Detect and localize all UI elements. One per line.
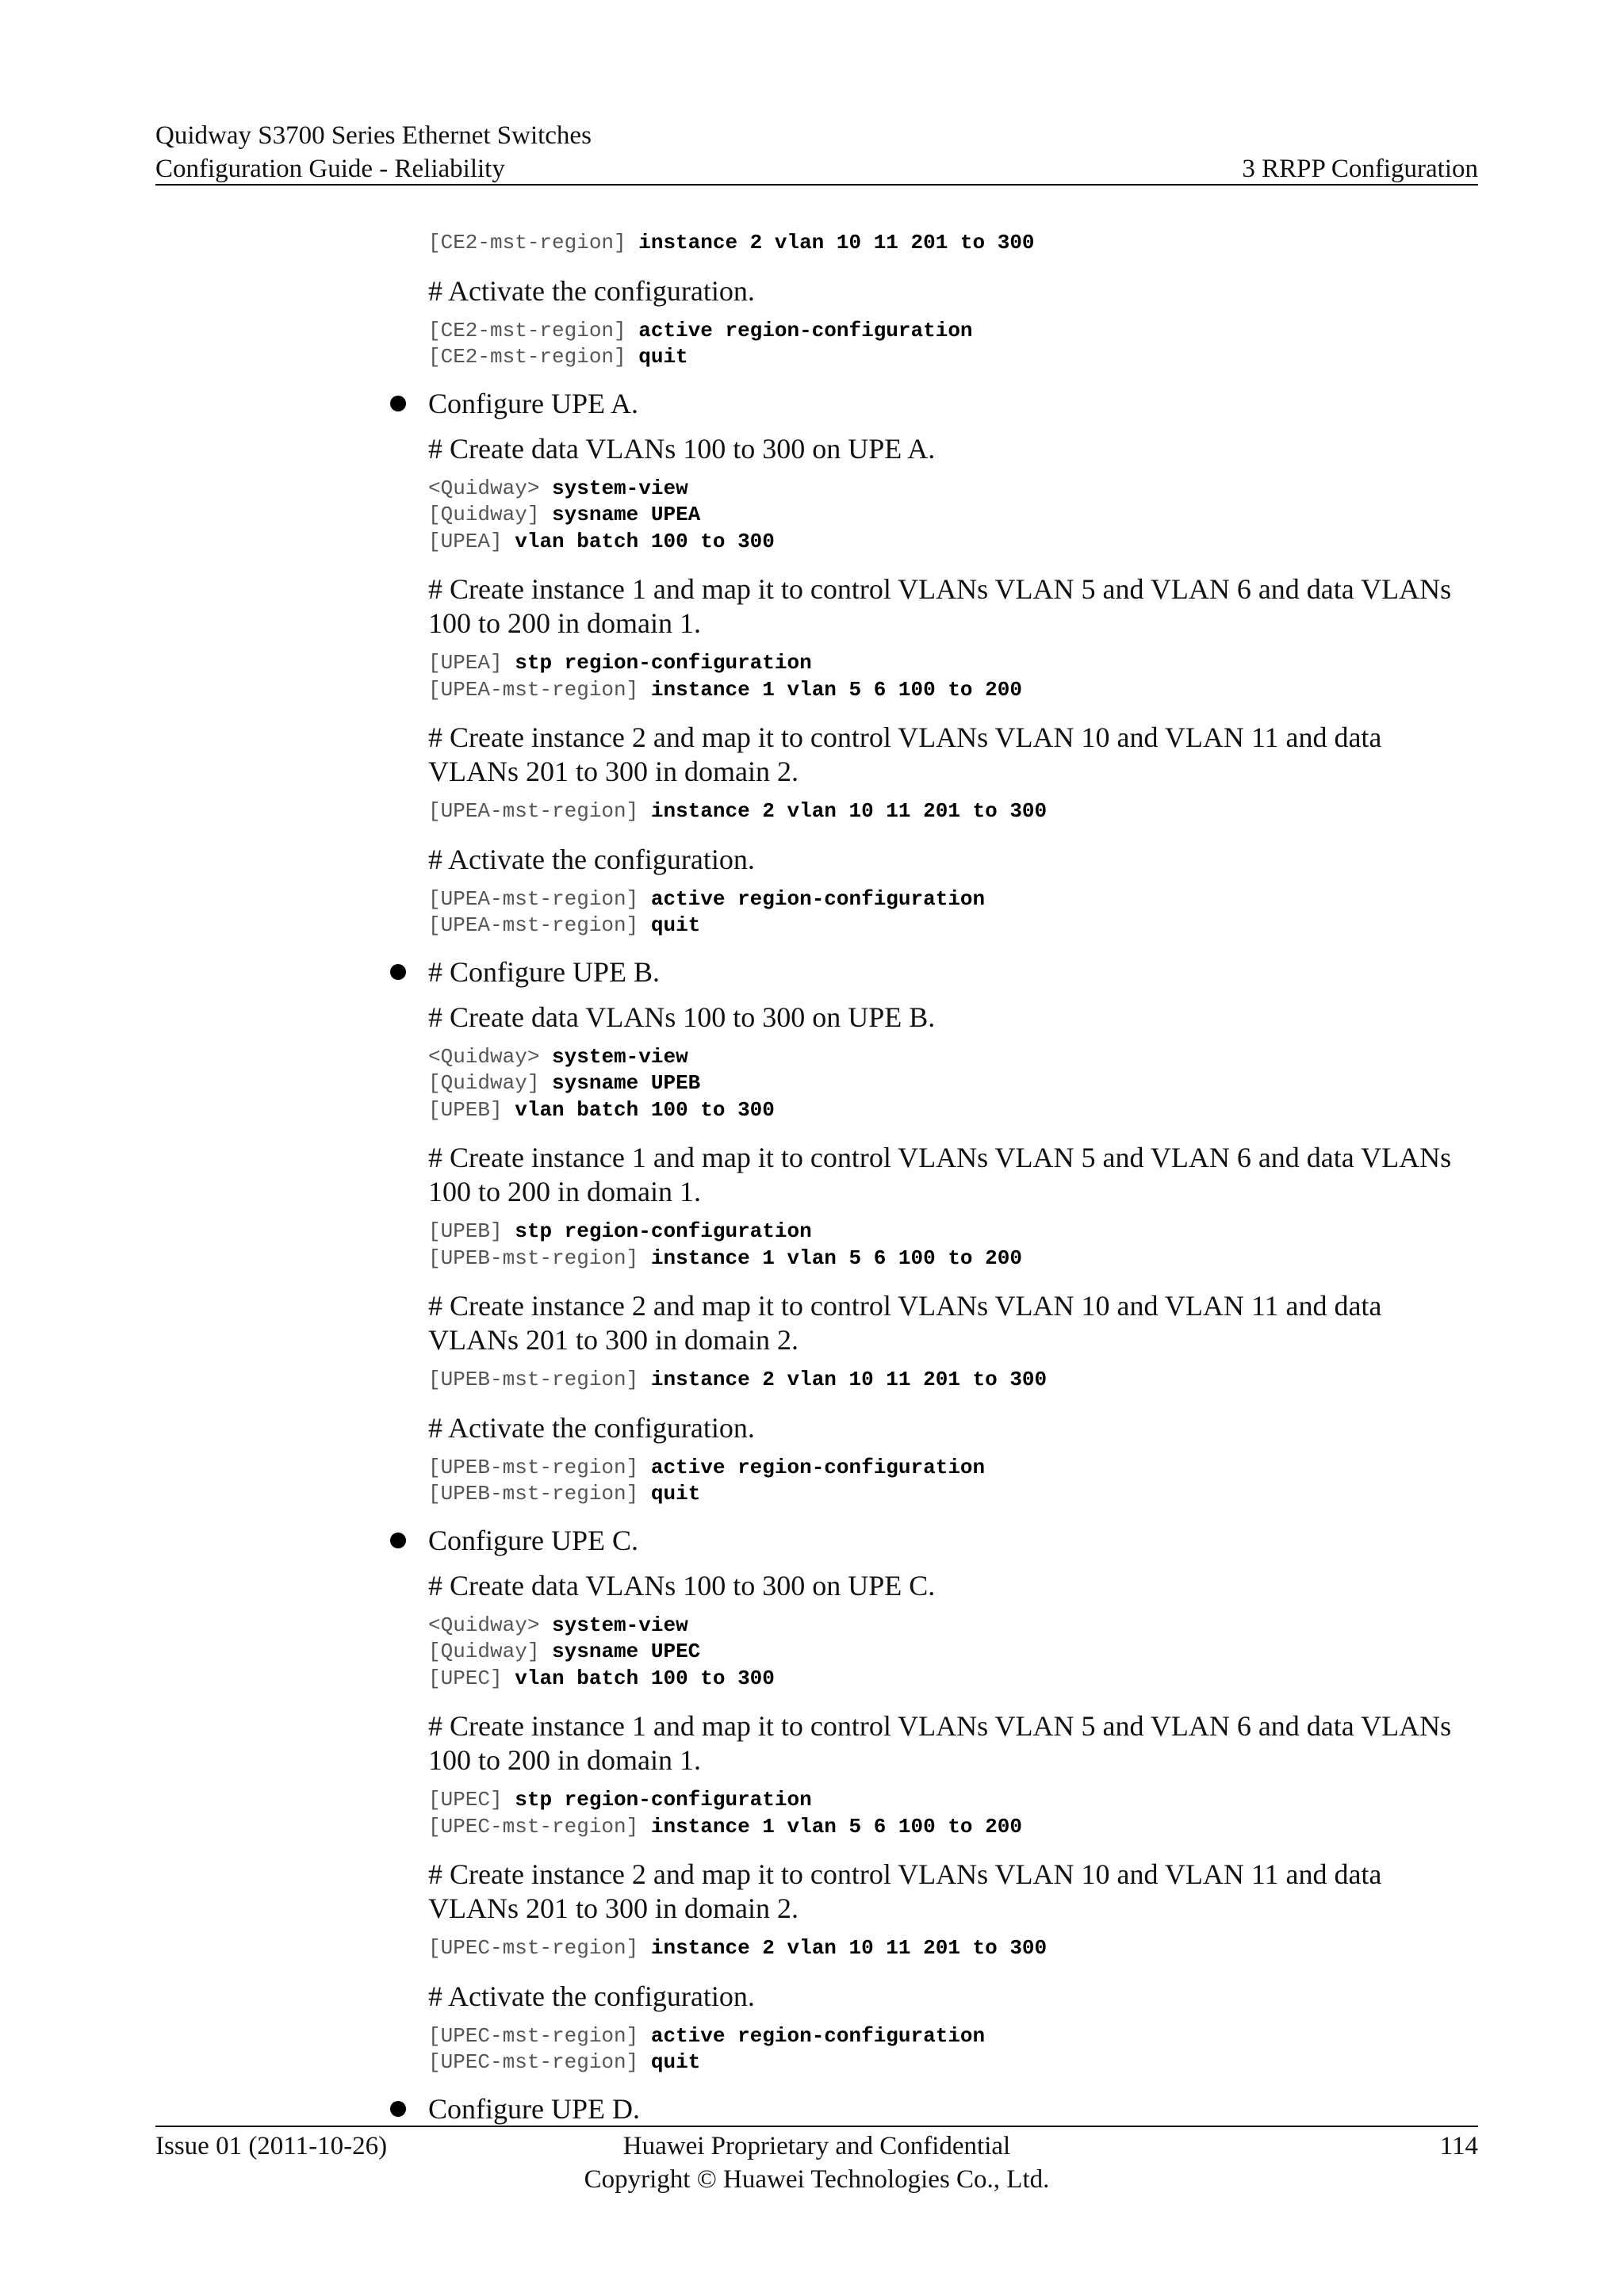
cli-prompt: [UPEC] bbox=[428, 1788, 503, 1812]
cli-command: active region-configuration bbox=[650, 1455, 986, 1479]
footer-center bbox=[155, 2130, 1478, 2196]
code-block bbox=[428, 476, 1478, 556]
code-line bbox=[428, 1613, 1478, 1640]
bullet-item bbox=[428, 2092, 1478, 2126]
cli-prompt: [CE2-mst-region] bbox=[428, 345, 626, 369]
cli-command: active region-configuration bbox=[638, 318, 973, 342]
cli-command: quit bbox=[650, 2050, 701, 2074]
cli-prompt: [UPEB] bbox=[428, 1219, 503, 1243]
code-line bbox=[428, 529, 1478, 556]
bullet-dot-icon bbox=[390, 964, 406, 980]
code-line bbox=[428, 476, 1478, 503]
cli-command: stp region-configuration bbox=[515, 1219, 812, 1243]
code-line bbox=[428, 650, 1478, 677]
cli-prompt: [UPEA-mst-region] bbox=[428, 913, 639, 937]
cli-prompt: [UPEC-mst-region] bbox=[428, 1936, 639, 1960]
bullet-text: # Configure UPE B. bbox=[428, 955, 660, 988]
bullet-text: Configure UPE C. bbox=[428, 1524, 638, 1556]
cli-prompt: [Quidway] bbox=[428, 1071, 540, 1095]
cli-prompt: [UPEA-mst-region] bbox=[428, 799, 639, 823]
code-line bbox=[428, 1787, 1478, 1814]
code-block bbox=[428, 230, 1478, 257]
cli-prompt: [Quidway] bbox=[428, 1640, 540, 1663]
cli-command: stp region-configuration bbox=[515, 1788, 812, 1812]
cli-command: instance 2 vlan 10 11 201 to 300 bbox=[650, 1368, 1048, 1391]
paragraph: # Activate the configuration. bbox=[428, 1411, 755, 1444]
bullet-dot-icon bbox=[390, 2101, 406, 2117]
footer-issue: Issue 01 (2011-10-26) bbox=[155, 2132, 388, 2160]
code-line bbox=[428, 1070, 1478, 1097]
page-header bbox=[155, 119, 1478, 186]
cli-command: vlan batch 100 to 300 bbox=[515, 529, 775, 553]
cli-command: instance 2 vlan 10 11 201 to 300 bbox=[650, 799, 1048, 823]
code-block bbox=[428, 886, 1478, 939]
code-block bbox=[428, 1367, 1478, 1394]
code-line bbox=[428, 1246, 1478, 1272]
cli-command: vlan batch 100 to 300 bbox=[515, 1097, 775, 1122]
cli-prompt: [Quidway] bbox=[428, 503, 540, 526]
paragraph: # Create data VLANs 100 to 300 on UPE A. bbox=[428, 432, 936, 465]
bullet-dot-icon bbox=[390, 1533, 406, 1548]
cli-prompt: [UPEB-mst-region] bbox=[428, 1455, 639, 1479]
code-line bbox=[428, 1367, 1478, 1394]
paragraph: # Activate the configuration. bbox=[428, 1980, 755, 2012]
cli-command: sysname UPEC bbox=[552, 1640, 701, 1663]
cli-command: quit bbox=[650, 1482, 701, 1506]
code-block bbox=[428, 1219, 1478, 1272]
cli-prompt: [UPEC] bbox=[428, 1666, 503, 1690]
cli-prompt: [UPEB] bbox=[428, 1097, 503, 1122]
bullet-item bbox=[428, 1524, 1478, 1558]
cli-prompt: [UPEC-mst-region] bbox=[428, 2023, 639, 2048]
cli-prompt: <Quidway> bbox=[428, 1044, 540, 1069]
code-line bbox=[428, 1481, 1478, 1508]
code-block bbox=[428, 1613, 1478, 1693]
cli-command: active region-configuration bbox=[650, 886, 986, 911]
code-line bbox=[428, 2049, 1478, 2076]
footer-rule bbox=[155, 2126, 1478, 2127]
paragraph: # Create instance 1 and map it to control VLANs VLAN 5 and VLAN 6 and data VLANs 100 to 200 in domain 1. bbox=[428, 1710, 1452, 1776]
cli-prompt: <Quidway> bbox=[428, 476, 540, 500]
header-chapter: 3 RRPP Configuration bbox=[1242, 155, 1478, 183]
cli-command: sysname UPEA bbox=[552, 503, 701, 526]
cli-command: active region-configuration bbox=[650, 2023, 986, 2048]
cli-prompt: [UPEA-mst-region] bbox=[428, 886, 639, 911]
paragraph: # Create instance 1 and map it to control VLANs VLAN 5 and VLAN 6 and data VLANs 100 to 200 in domain 1. bbox=[428, 573, 1452, 639]
code-block bbox=[428, 798, 1478, 825]
cli-prompt: [CE2-mst-region] bbox=[428, 318, 626, 342]
code-line bbox=[428, 344, 1478, 371]
paragraph: # Create instance 2 and map it to control VLANs VLAN 10 and VLAN 11 and data VLANs 201 to 300 in domain 2. bbox=[428, 721, 1382, 787]
cli-command: quit bbox=[650, 913, 701, 937]
cli-command: quit bbox=[638, 345, 688, 369]
cli-command: instance 1 vlan 5 6 100 to 200 bbox=[650, 677, 1022, 702]
paragraph: # Create instance 2 and map it to control VLANs VLAN 10 and VLAN 11 and data VLANs 201 to 300 in domain 2. bbox=[428, 1858, 1382, 1924]
code-line bbox=[428, 1639, 1478, 1666]
cli-prompt: [CE2-mst-region] bbox=[428, 231, 626, 254]
bullet-text: Configure UPE D. bbox=[428, 2092, 640, 2125]
header-guide: Configuration Guide - Reliability bbox=[155, 155, 505, 183]
code-block bbox=[428, 1935, 1478, 1962]
cli-command: sysname UPEB bbox=[552, 1071, 701, 1095]
bullet-item bbox=[428, 955, 1478, 989]
bullet-item bbox=[428, 387, 1478, 421]
bullet-text: Configure UPE A. bbox=[428, 387, 638, 419]
code-line bbox=[428, 677, 1478, 704]
cli-command: system-view bbox=[552, 1613, 688, 1637]
footer-confidential: Huawei Proprietary and Confidential bbox=[622, 2132, 1011, 2160]
header-product: Quidway S3700 Series Ethernet Switches bbox=[155, 121, 592, 150]
cli-prompt: [UPEA] bbox=[428, 651, 503, 675]
code-line bbox=[428, 502, 1478, 529]
cli-command: vlan batch 100 to 300 bbox=[515, 1666, 775, 1690]
cli-prompt: [UPEA-mst-region] bbox=[428, 677, 639, 702]
cli-prompt: [UPEB-mst-region] bbox=[428, 1482, 639, 1506]
cli-prompt: [UPEC-mst-region] bbox=[428, 1814, 639, 1839]
code-line bbox=[428, 1666, 1478, 1693]
cli-prompt: [UPEC-mst-region] bbox=[428, 2050, 639, 2074]
cli-prompt: [UPEA] bbox=[428, 529, 503, 553]
cli-prompt: [UPEB-mst-region] bbox=[428, 1368, 639, 1391]
cli-command: stp region-configuration bbox=[515, 651, 812, 675]
code-line bbox=[428, 913, 1478, 939]
cli-command: instance 1 vlan 5 6 100 to 200 bbox=[650, 1814, 1022, 1839]
code-block bbox=[428, 1787, 1478, 1840]
cli-command: instance 2 vlan 10 11 201 to 300 bbox=[650, 1936, 1048, 1960]
page-body bbox=[428, 230, 1478, 2137]
code-block bbox=[428, 2023, 1478, 2076]
code-block bbox=[428, 1455, 1478, 1508]
cli-prompt: [UPEB-mst-region] bbox=[428, 1246, 639, 1270]
paragraph: # Create instance 1 and map it to control VLANs VLAN 5 and VLAN 6 and data VLANs 100 to 200 in domain 1. bbox=[428, 1142, 1452, 1207]
paragraph: # Activate the configuration. bbox=[428, 843, 755, 875]
code-block bbox=[428, 318, 1478, 371]
cli-command: instance 1 vlan 5 6 100 to 200 bbox=[650, 1246, 1022, 1270]
code-line bbox=[428, 1455, 1478, 1482]
cli-command: system-view bbox=[552, 1044, 688, 1069]
code-line bbox=[428, 318, 1478, 345]
cli-prompt: <Quidway> bbox=[428, 1613, 540, 1637]
page-number: 114 bbox=[1439, 2132, 1478, 2160]
code-line bbox=[428, 1044, 1478, 1071]
code-line bbox=[428, 1219, 1478, 1246]
footer-copyright: Copyright © Huawei Technologies Co., Ltd. bbox=[584, 2165, 1050, 2194]
cli-command: instance 2 vlan 10 11 201 to 300 bbox=[638, 231, 1035, 254]
cli-command: system-view bbox=[552, 476, 688, 500]
code-block bbox=[428, 1044, 1478, 1124]
code-line bbox=[428, 886, 1478, 913]
code-block bbox=[428, 650, 1478, 703]
page-footer bbox=[155, 2130, 1478, 2201]
paragraph: # Activate the configuration. bbox=[428, 274, 755, 307]
paragraph: # Create instance 2 and map it to control VLANs VLAN 10 and VLAN 11 and data VLANs 201 to 300 in domain 2. bbox=[428, 1290, 1382, 1356]
code-line bbox=[428, 798, 1478, 825]
paragraph: # Create data VLANs 100 to 300 on UPE B. bbox=[428, 1001, 936, 1033]
code-line bbox=[428, 1935, 1478, 1962]
code-line bbox=[428, 1814, 1478, 1841]
bullet-dot-icon bbox=[390, 396, 406, 411]
code-line bbox=[428, 2023, 1478, 2050]
paragraph: # Create data VLANs 100 to 300 on UPE C. bbox=[428, 1569, 936, 1601]
code-line bbox=[428, 230, 1478, 257]
header-rule bbox=[155, 184, 1478, 186]
code-line bbox=[428, 1097, 1478, 1124]
